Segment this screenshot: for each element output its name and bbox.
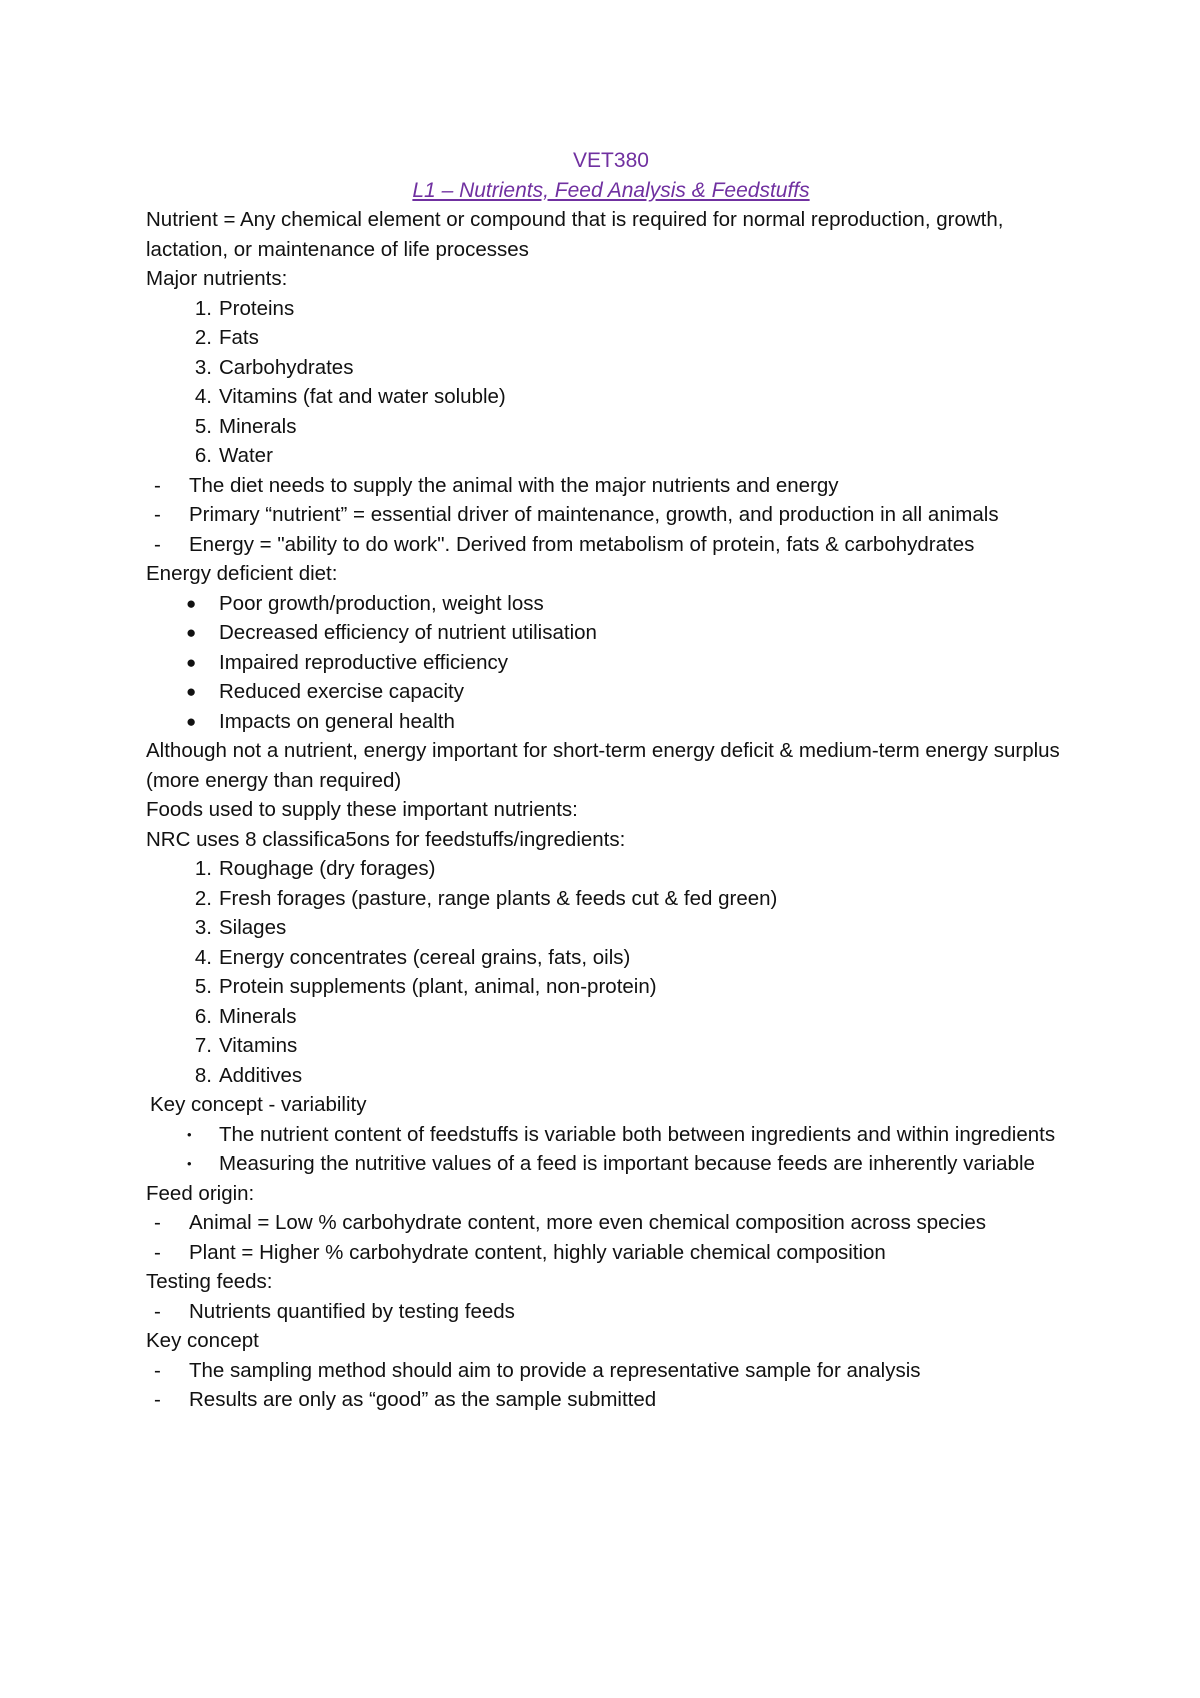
list-item-text: Roughage (dry forages)	[219, 857, 436, 880]
list-item-text: Plant = Higher % carbohydrate content, highly variable chemical composition	[189, 1240, 886, 1264]
list-number: 4.	[194, 945, 212, 969]
variability-list	[146, 1120, 1076, 1179]
foods-heading: Foods used to supply these important nutrients:	[146, 798, 578, 821]
list-item-text: Energy = "ability to do work". Derived from metabolism of protein, fats & carbohydrates	[189, 532, 975, 556]
list-item-text: Results are only as “good” as the sample submitted	[189, 1388, 657, 1411]
list-item-text: Decreased efficiency of nutrient utilisation	[219, 621, 597, 644]
list-item-text: Carbohydrates	[219, 355, 354, 379]
major-nutrients-list	[146, 294, 1076, 471]
list-item	[146, 677, 1076, 707]
bullet-marker: •	[187, 1126, 192, 1142]
lecture-title: L1 – Nutrients, Feed Analysis & Feedstuffs	[412, 178, 810, 202]
list-item	[146, 854, 1076, 884]
list-item-text: The nutrient content of feedstuffs is variable both between ingredients and within ingredients	[219, 1122, 1056, 1146]
key-concept-heading: Key concept	[146, 1329, 259, 1352]
list-item	[146, 1385, 1076, 1415]
list-item-text: Fresh forages (pasture, range plants & feeds cut & fed green)	[219, 886, 778, 910]
list-item	[146, 618, 1076, 648]
list-item	[146, 972, 1076, 1002]
diet-points-list	[146, 471, 1076, 560]
dash-marker: -	[154, 503, 161, 526]
feed-origin-heading: Feed origin:	[146, 1181, 255, 1205]
list-number: 1.	[194, 857, 212, 880]
list-item-text: Impacts on general health	[219, 709, 455, 733]
testing-feeds-heading: Testing feeds:	[146, 1270, 273, 1293]
list-item-text: Proteins	[219, 296, 295, 320]
list-item	[146, 1002, 1076, 1032]
dash-marker: -	[154, 1388, 161, 1411]
bullet-marker: ●	[186, 682, 197, 701]
bullet-marker: ●	[186, 623, 197, 642]
list-number: 6.	[194, 444, 212, 467]
list-item-text: Measuring the nutritive values of a feed is important because feeds are inherently variable	[219, 1152, 1035, 1175]
bullet-marker: ●	[186, 711, 197, 731]
course-title: VET380	[573, 149, 649, 172]
variability-heading: Key concept - variability	[150, 1093, 367, 1116]
testing-feeds-list	[146, 1297, 1076, 1327]
document-page	[146, 146, 1076, 1415]
list-item	[146, 1120, 1076, 1150]
list-item-text: Vitamins (fat and water soluble)	[219, 385, 506, 408]
list-item-text: The sampling method should aim to provide a representative sample for analysis	[189, 1358, 921, 1382]
list-item	[146, 412, 1076, 442]
list-item-text: Animal = Low % carbohydrate content, more even chemical composition across species	[189, 1211, 987, 1234]
list-item-text: Minerals	[219, 414, 297, 438]
list-item-text: Vitamins	[219, 1034, 298, 1057]
list-item-text: Reduced exercise capacity	[219, 680, 464, 703]
list-number: 1.	[194, 296, 212, 320]
dash-marker: -	[154, 1211, 161, 1234]
list-item-text: The diet needs to supply the animal with the major nutrients and energy	[189, 473, 839, 497]
list-item-text: Poor growth/production, weight loss	[219, 591, 544, 615]
list-item	[146, 1238, 1076, 1268]
list-item-text: Additives	[219, 1063, 303, 1087]
bullet-marker: ●	[186, 652, 197, 672]
list-item	[146, 943, 1076, 973]
key-concept-list	[146, 1356, 1076, 1415]
list-item	[146, 884, 1076, 914]
list-item	[146, 382, 1076, 412]
nutrient-definition: Nutrient = Any chemical element or compound that is required for normal reproduction, growth, lactation, or maintenance of life processes	[146, 208, 1004, 261]
dash-marker: -	[154, 532, 161, 556]
list-number: 2.	[194, 326, 212, 349]
list-item	[146, 1356, 1076, 1386]
list-item	[146, 913, 1076, 943]
list-item	[146, 1031, 1076, 1061]
energy-deficient-list	[146, 589, 1076, 737]
list-item	[146, 1061, 1076, 1091]
list-number: 6.	[194, 1004, 212, 1028]
feed-origin-list	[146, 1208, 1076, 1267]
list-item-text: Primary “nutrient” = essential driver of maintenance, growth, and production in all animals	[189, 503, 999, 526]
major-nutrients-heading: Major nutrients:	[146, 267, 288, 290]
list-item	[146, 1297, 1076, 1327]
list-item	[146, 530, 1076, 560]
list-item	[146, 471, 1076, 501]
list-item	[146, 589, 1076, 619]
list-number: 5.	[194, 975, 212, 998]
list-item-text: Impaired reproductive efficiency	[219, 650, 509, 674]
list-number: 3.	[194, 355, 212, 379]
list-item-text: Fats	[219, 326, 259, 349]
dash-marker: -	[154, 1299, 161, 1323]
list-item-text: Minerals	[219, 1004, 297, 1028]
list-item	[146, 294, 1076, 324]
nrc-classifications-list	[146, 854, 1076, 1090]
list-number: 8.	[194, 1063, 212, 1087]
list-item-text: Water	[219, 444, 273, 467]
list-item	[146, 441, 1076, 471]
list-item	[146, 648, 1076, 678]
list-item-text: Protein supplements (plant, animal, non-protein)	[219, 975, 657, 998]
energy-note: Although not a nutrient, energy important for short-term energy deficit & medium-term energy surplus (more energy than required)	[146, 739, 1060, 792]
list-number: 2.	[194, 886, 212, 910]
list-number: 7.	[194, 1034, 212, 1057]
dash-marker: -	[154, 1240, 161, 1264]
list-item	[146, 500, 1076, 530]
list-number: 4.	[194, 385, 212, 408]
bullet-marker: ●	[186, 593, 197, 613]
list-item	[146, 323, 1076, 353]
dash-marker: -	[154, 1358, 161, 1382]
list-item-text: Nutrients quantified by testing feeds	[189, 1299, 515, 1323]
list-number: 3.	[194, 916, 212, 939]
list-item	[146, 353, 1076, 383]
list-item	[146, 1149, 1076, 1179]
energy-deficient-heading: Energy deficient diet:	[146, 562, 338, 585]
list-item-text: Energy concentrates (cereal grains, fats, oils)	[219, 945, 631, 969]
bullet-marker: •	[187, 1156, 192, 1171]
dash-marker: -	[154, 473, 161, 497]
list-item	[146, 707, 1076, 737]
list-item-text: Silages	[219, 916, 287, 939]
list-item	[146, 1208, 1076, 1238]
list-number: 5.	[194, 414, 212, 438]
nrc-heading: NRC uses 8 classifica5ons for feedstuffs/ingredients:	[146, 827, 626, 851]
